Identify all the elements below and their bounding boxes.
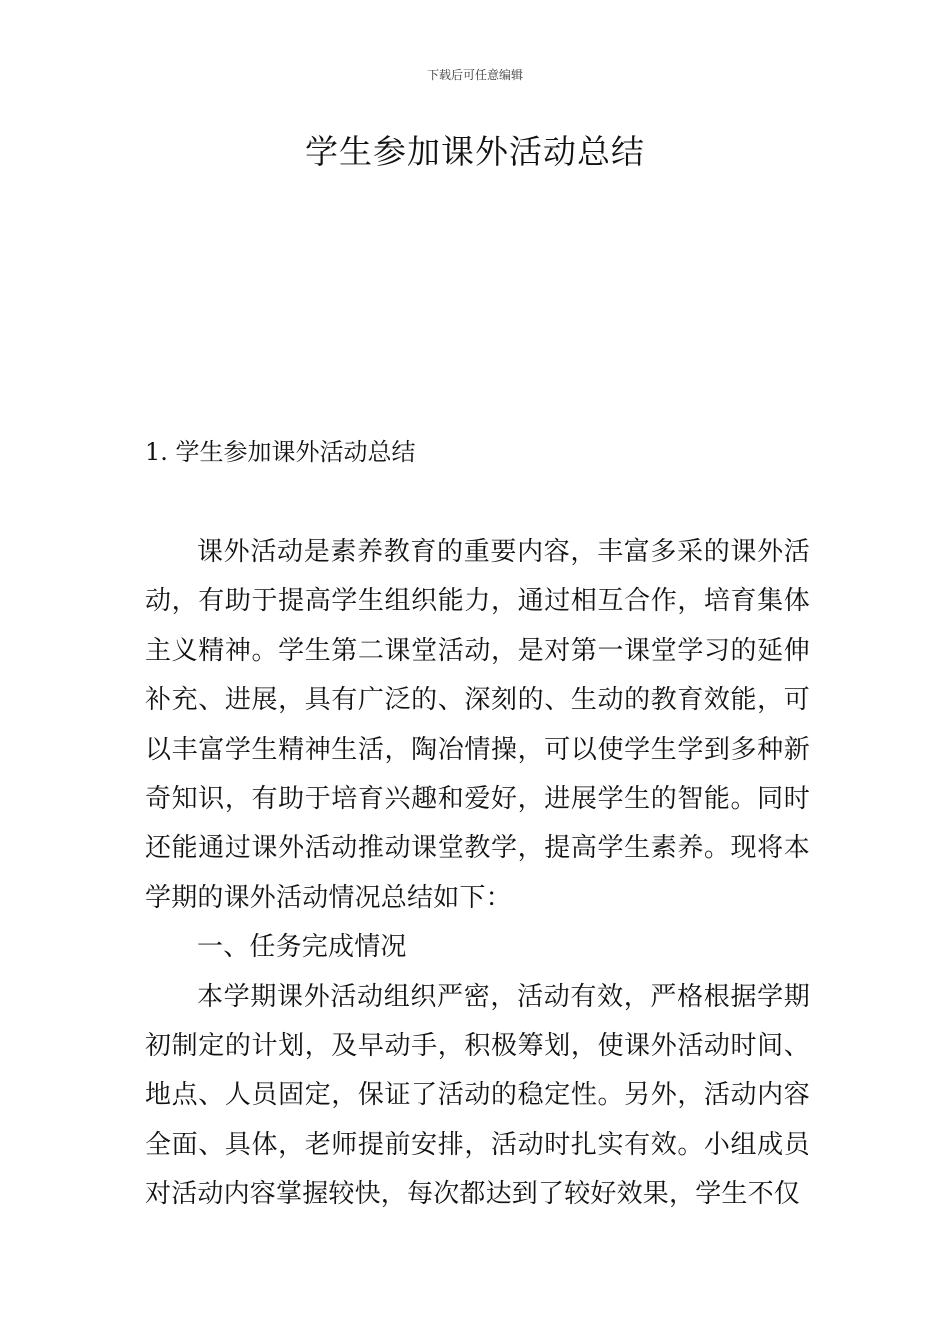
header-note: 下载后可任意编辑	[426, 68, 523, 82]
document-title: 学生参加课外活动总结	[305, 132, 645, 171]
body-paragraph-activities: 本学期课外活动组织严密，活动有效，严格根据学期初制定的计划，及早动手，积极筹划，使课外活动时间、地点、人员固定，保证了活动的稳定性。另外，活动内容全面、具体，老师提前安排，活动时扎实有效。小组成员对活动内容掌握较快，每次都达到了较好效果，学生不仅	[145, 981, 810, 1210]
section-heading: 1. 学生参加课外活动总结	[145, 438, 416, 466]
body-subheading-task-completion: 一、任务完成情况	[197, 932, 407, 963]
document-body	[145, 528, 810, 1220]
body-paragraph-intro: 课外活动是素养教育的重要内容，丰富多采的课外活动，有助于提高学生组织能力，通过相互合作，培育集体主义精神。学生第二课堂活动，是对第一课堂学习的延伸补充、进展，具有广泛的、深刻的、生动的教育效能，可以丰富学生精神生活，陶冶情操，可以使学生学到多种新奇知识，有助于培育兴趣和爱好，进展学生的智能。同时还能通过课外活动推动课堂教学，提高学生素养。现将本学期的课外活动情况总结如下：	[145, 537, 810, 913]
